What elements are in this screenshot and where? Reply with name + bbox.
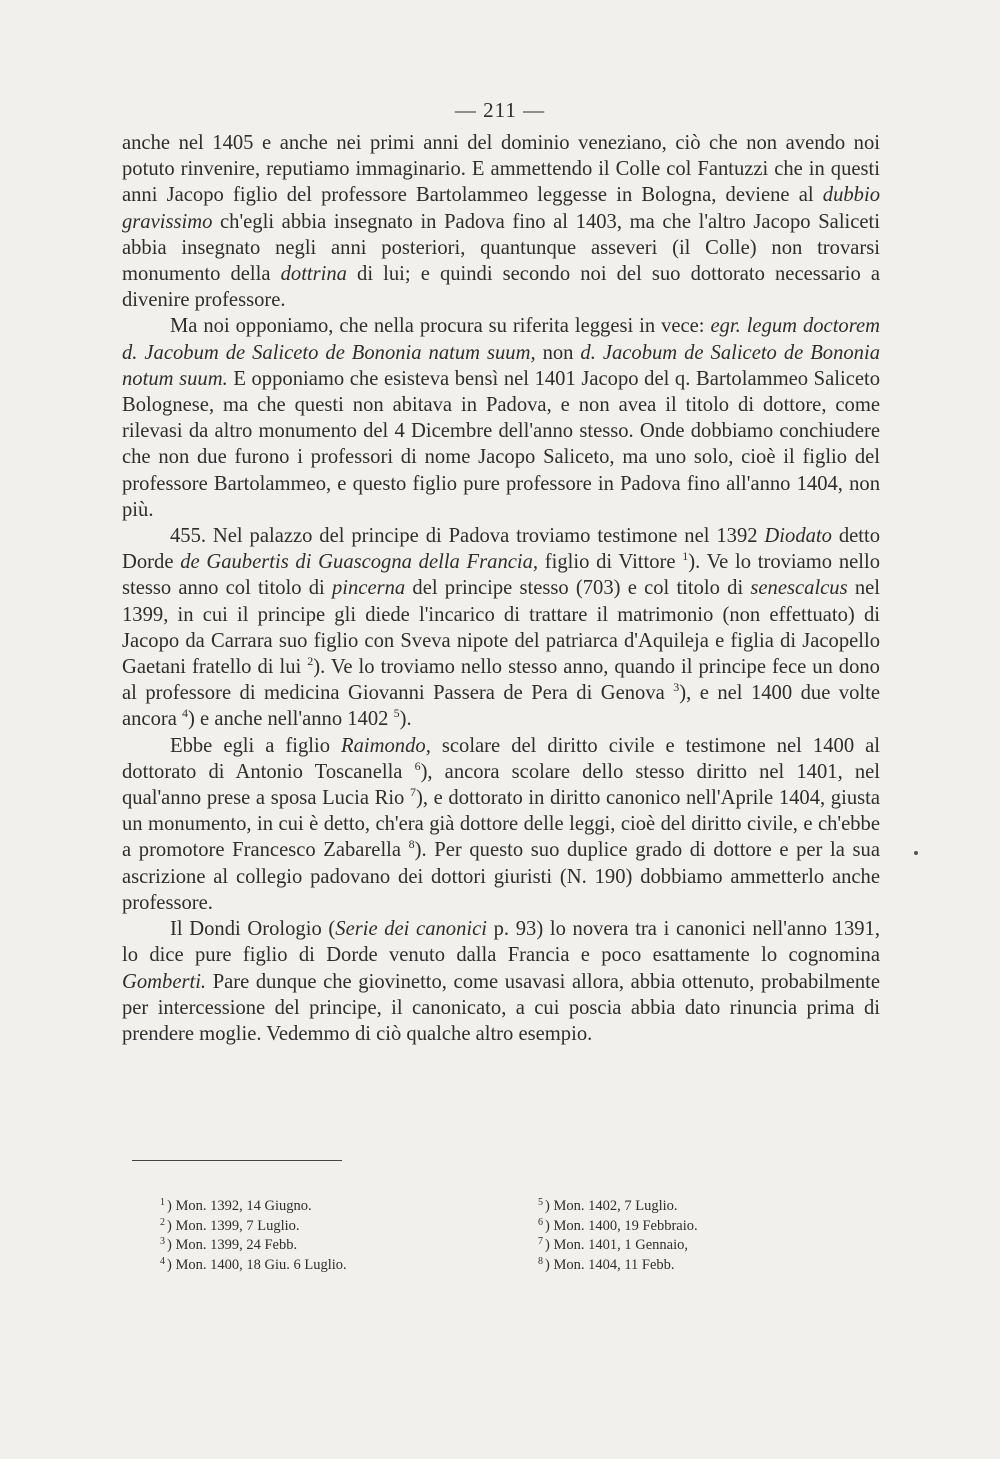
footnote-ref: 5 <box>393 706 400 721</box>
text-run: nel 1399, in cui il principe gli diede l'incarico di trattare il matrimonio (non effettuato) di Jacopo da Carrara suo figlio con Sveva nipote del patriarca d'Aquileja e figlia di Jacopello Gaetani fratello di lui <box>122 577 881 679</box>
text-run: E opponiamo che esisteva bensì nel 1401 Jacopo del q. Bartolammeo Saliceto Bolognese, ma che questi non abitava in Padova, e non avea il titolo di dottore, come rilevasi da altro monumento del 4 Dicembre dell'anno stesso. Onde dobbiamo conchiudere che non due furono i professori di nome Jacopo Saliceto, ma uno solo, cioè il figlio del professore Bartolammeo, e questo figlio pure professore in Padova fino all'anno 1404, non più. <box>122 367 880 521</box>
footnote-number: 7 <box>538 1236 543 1247</box>
text-run: Pare dunque che giovinetto, come usavasi allora, abbia ottenuto, probabilmente per intercessione del principe, il canonicato, a cui poscia abbia dato rinuncia prima di prendere moglie. Vedemmo di ciò qualche altro esempio. <box>122 970 880 1045</box>
italic-text: Gomberti. <box>122 970 207 993</box>
footnote-ref: 7 <box>410 785 416 800</box>
italic-text: senescalcus <box>750 577 848 600</box>
text-run: ), ancora scolare dello stesso diritto nel 1401, nel qual'anno prese a sposa Lucia Rio <box>122 760 880 810</box>
text-run: Il Dondi Orologio ( <box>170 918 336 941</box>
footnote-number: 1 <box>160 1197 165 1208</box>
footnotes <box>160 1197 780 1275</box>
italic-text: Raimondo, <box>341 734 431 757</box>
footnote-ref: 1 <box>682 549 689 564</box>
text-run: Ma noi opponiamo, che nella procura su riferita leggesi in vece: <box>170 315 711 338</box>
text-run: del principe stesso (703) e col titolo di <box>405 577 751 600</box>
text-run: ch'egli abbia insegnato in Padova fino al 1403, ma che l'altro Jacopo Saliceti abbia insegnato negli anni posteriori, quantunque asseveri (il Colle) non trovarsi monumento della <box>122 210 880 286</box>
footnote-ref: 3 <box>673 680 680 695</box>
footnote <box>538 1197 778 1217</box>
text-run: ), e dottorato in diritto canonico nell'Aprile 1404, giusta un monumento, in cui è detto, ch'era già dottore delle leggi, cioè del diritto civile, e ch'ebbe a promotore Francesco Zabarella <box>122 787 880 862</box>
text-run: ), e nel 1400 due volte ancora <box>122 682 880 731</box>
footnote-text: ) Mon. 1402, 7 Luglio. <box>545 1198 678 1214</box>
footnote <box>160 1197 538 1217</box>
text-run: anche nel 1405 e anche nei primi anni del dominio veneziano, ciò che non avendo noi potuto rinvenire, reputiamo immaginario. E ammettendo il Colle col Fantuzzi che in questi anni Jacopo figlio del professore Bartolammeo leggesse in Bologna, deviene al <box>122 132 880 207</box>
footnote-number: 4 <box>160 1255 165 1267</box>
footnote-text: ) Mon. 1392, 14 Giugno. <box>167 1198 312 1214</box>
paragraph <box>122 916 880 1047</box>
footnote <box>160 1256 538 1276</box>
footnote-text: ) Mon. 1399, 7 Luglio. <box>167 1217 300 1234</box>
footnote <box>538 1217 778 1237</box>
footnotes-left-column <box>160 1197 538 1275</box>
footnote-divider <box>132 1160 342 1161</box>
italic-text: Diodato <box>764 525 832 548</box>
footnote <box>160 1217 538 1237</box>
text-run: p. 93) lo novera tra i canonici nell'anno 1391, lo dice pure figlio di Dorde venuto dalla Francia e poco esattamente lo cognomina <box>122 918 880 967</box>
italic-text: dubbio gravissimo <box>122 184 880 233</box>
footnote-ref: 2 <box>307 654 314 669</box>
margin-speck <box>914 851 918 855</box>
footnote-text: ) Mon. 1399, 24 Febb. <box>167 1237 298 1253</box>
footnote-text: ) Mon. 1400, 18 Giu. 6 Luglio. <box>167 1256 347 1273</box>
text-run: figlio di Vittore <box>538 551 683 574</box>
text-run: scolare del diritto civile e testimone nel 1400 al dottorato di Antonio Toscanella <box>122 734 880 783</box>
italic-text: pincerna <box>331 577 406 600</box>
italic-text: de Gaubertis di Guascogna della Francia, <box>180 551 539 574</box>
footnote-ref: 8 <box>408 837 415 852</box>
footnote-number: 6 <box>538 1216 543 1228</box>
footnote <box>160 1236 538 1256</box>
footnote-text: ) Mon. 1404, 11 Febb. <box>545 1256 675 1273</box>
text-run: ). Per questo suo duplice grado di dottore e per la sua ascrizione al collegio padovano dei dottori giuristi (N. 190) dobbiamo ammetterlo anche professore. <box>122 839 880 914</box>
footnote-number: 5 <box>538 1197 543 1208</box>
paragraph <box>122 523 880 733</box>
text-run: ). <box>399 708 412 731</box>
footnotes-right-column <box>538 1197 778 1275</box>
footnote-number: 2 <box>160 1216 165 1228</box>
text-run: ). Ve lo troviamo nello stesso anno col titolo di <box>122 551 880 600</box>
footnote-ref: 4 <box>182 706 189 721</box>
text-run: detto Dorde <box>122 525 880 574</box>
footnote-number: 3 <box>160 1236 165 1247</box>
footnote-number: 8 <box>538 1255 543 1267</box>
italic-text: Serie dei canonici <box>335 918 487 941</box>
page-number: — 211 — <box>454 98 546 122</box>
italic-text: dottrina <box>280 263 347 286</box>
footnote-ref: 6 <box>414 758 421 773</box>
footnote-text: ) Mon. 1400, 19 Febbraio. <box>545 1217 698 1234</box>
italic-text: egr. legum doctorem d. Jacobum de Saliceto de Bononia natum suum, <box>122 315 880 364</box>
text-run: ) e anche nell'anno 1402 <box>188 708 394 731</box>
paragraph <box>122 130 880 313</box>
text-run: di lui; e quindi secondo noi del suo dottorato necessario a divenire professore. <box>122 263 880 312</box>
text-run: ). Ve lo troviamo nello stesso anno, quando il principe fece un dono al professore di medicina Giovanni Passera de Pera di Genova <box>122 656 880 705</box>
text-run: Ebbe egli a figlio <box>170 734 342 757</box>
text-run: 455. Nel palazzo del principe di Padova troviamo testimone nel 1392 <box>170 525 765 548</box>
text-run: non <box>535 341 581 364</box>
paragraph <box>122 733 880 916</box>
body-text <box>122 130 880 1047</box>
footnote <box>538 1236 778 1256</box>
footnote-text: ) Mon. 1401, 1 Gennaio, <box>545 1237 688 1253</box>
italic-text: d. Jacobum de Saliceto de Bononia notum suum. <box>122 341 880 390</box>
paragraph <box>122 313 880 523</box>
footnote <box>538 1256 778 1276</box>
